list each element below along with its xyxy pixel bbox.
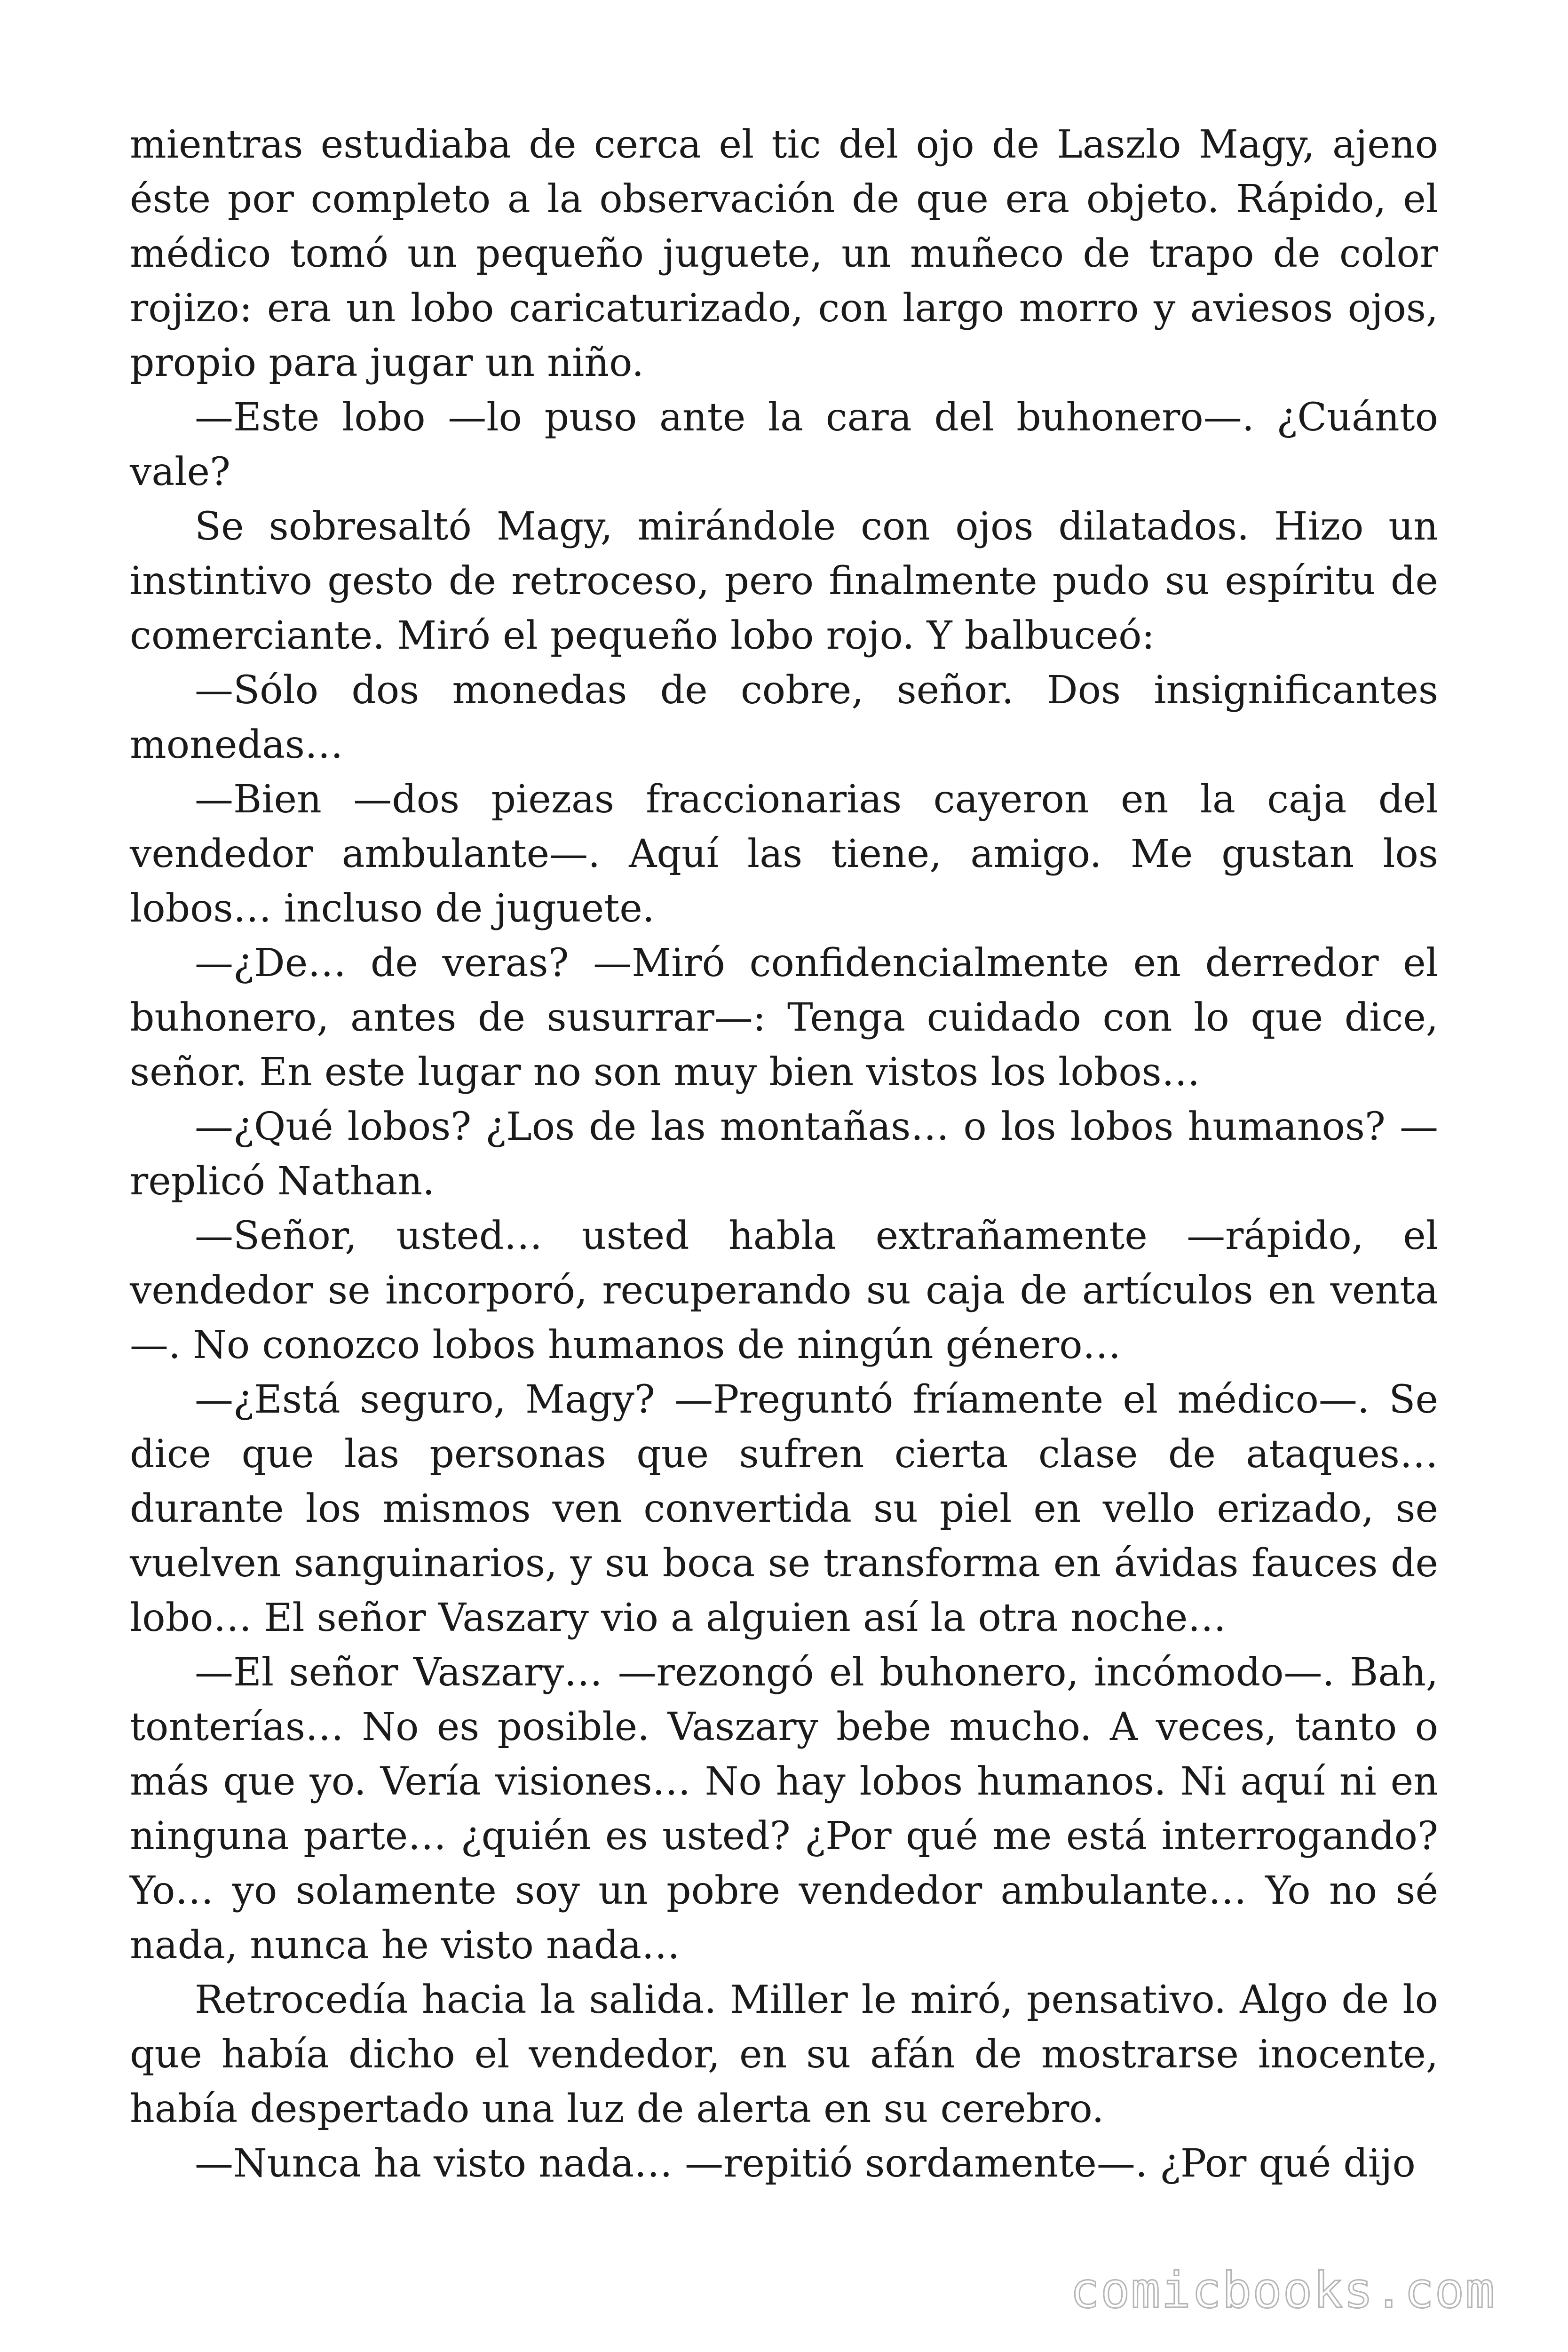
- paragraph: —Señor, usted… usted habla extrañamente —rápido, el vendedor se incorporó, recuperando su caja de artículos en venta—. No conozco lobos humanos de ningún género…: [130, 1214, 1438, 1367]
- paragraph: Retrocedía hacia la salida. Miller le miró, pensativo. Algo de lo que había dicho el vendedor, en su afán de mostrarse inocente, había despertado una luz de alerta en su cerebro.: [130, 1978, 1438, 2131]
- paragraph: —¿Qué lobos? ¿Los de las montañas… o los lobos humanos? —replicó Nathan.: [130, 1104, 1438, 1204]
- paragraph: Se sobresaltó Magy, mirándole con ojos dilatados. Hizo un instintivo gesto de retroceso, pero finalmente pudo su espíritu de comerciante. Miró el pequeño lobo rojo. Y balbuceó:: [130, 504, 1438, 658]
- paragraph: —¿Está seguro, Magy? —Preguntó fríamente el médico—. Se dice que las personas que sufren cierta clase de ataques… durante los mismos ven convertida su piel en vello erizado, se vuelven sanguinarios, y su boca se transforma en ávidas fauces de lobo… El señor Vaszary vio a alguien así la otra noche…: [130, 1377, 1438, 1640]
- paragraph: —El señor Vaszary… —rezongó el buhonero, incómodo—. Bah, tonterías… No es posible. Vaszary bebe mucho. A veces, tanto o más que yo. Vería visiones… No hay lobos humanos. Ni aquí ni en ninguna parte… ¿quién es usted? ¿Por qué me está interrogando? Yo… yo solamente soy un pobre vendedor ambulante… Yo no sé nada, nunca he visto nada…: [130, 1650, 1438, 1968]
- paragraph: —Bien —dos piezas fraccionarias cayeron en la caja del vendedor ambulante—. Aquí las tiene, amigo. Me gustan los lobos… incluso de juguete.: [130, 777, 1438, 931]
- site-watermark: comicbooks.com: [1070, 2262, 1496, 2319]
- paragraph: —Nunca ha visto nada… —repitió sordamente—. ¿Por qué dijo: [195, 2141, 1416, 2186]
- book-page-body: [130, 118, 1438, 2191]
- paragraph: —Sólo dos monedas de cobre, señor. Dos insignificantes monedas…: [130, 668, 1438, 767]
- paragraph: —¿De… de veras? —Miró confidencialmente en derredor el buhonero, antes de susurrar—: Tenga cuidado con lo que dice, señor. En este lugar no son muy bien vistos los lobos…: [130, 941, 1438, 1095]
- paragraph: —Este lobo —lo puso ante la cara del buhonero—. ¿Cuánto vale?: [130, 395, 1438, 494]
- paragraph: mientras estudiaba de cerca el tic del ojo de Laszlo Magy, ajeno éste por completo a la observación de que era objeto. Rápido, el médico tomó un pequeño juguete, un muñeco de trapo de color rojizo: era un lobo caricaturizado, con largo morro y aviesos ojos, propio para jugar un niño.: [130, 122, 1438, 385]
